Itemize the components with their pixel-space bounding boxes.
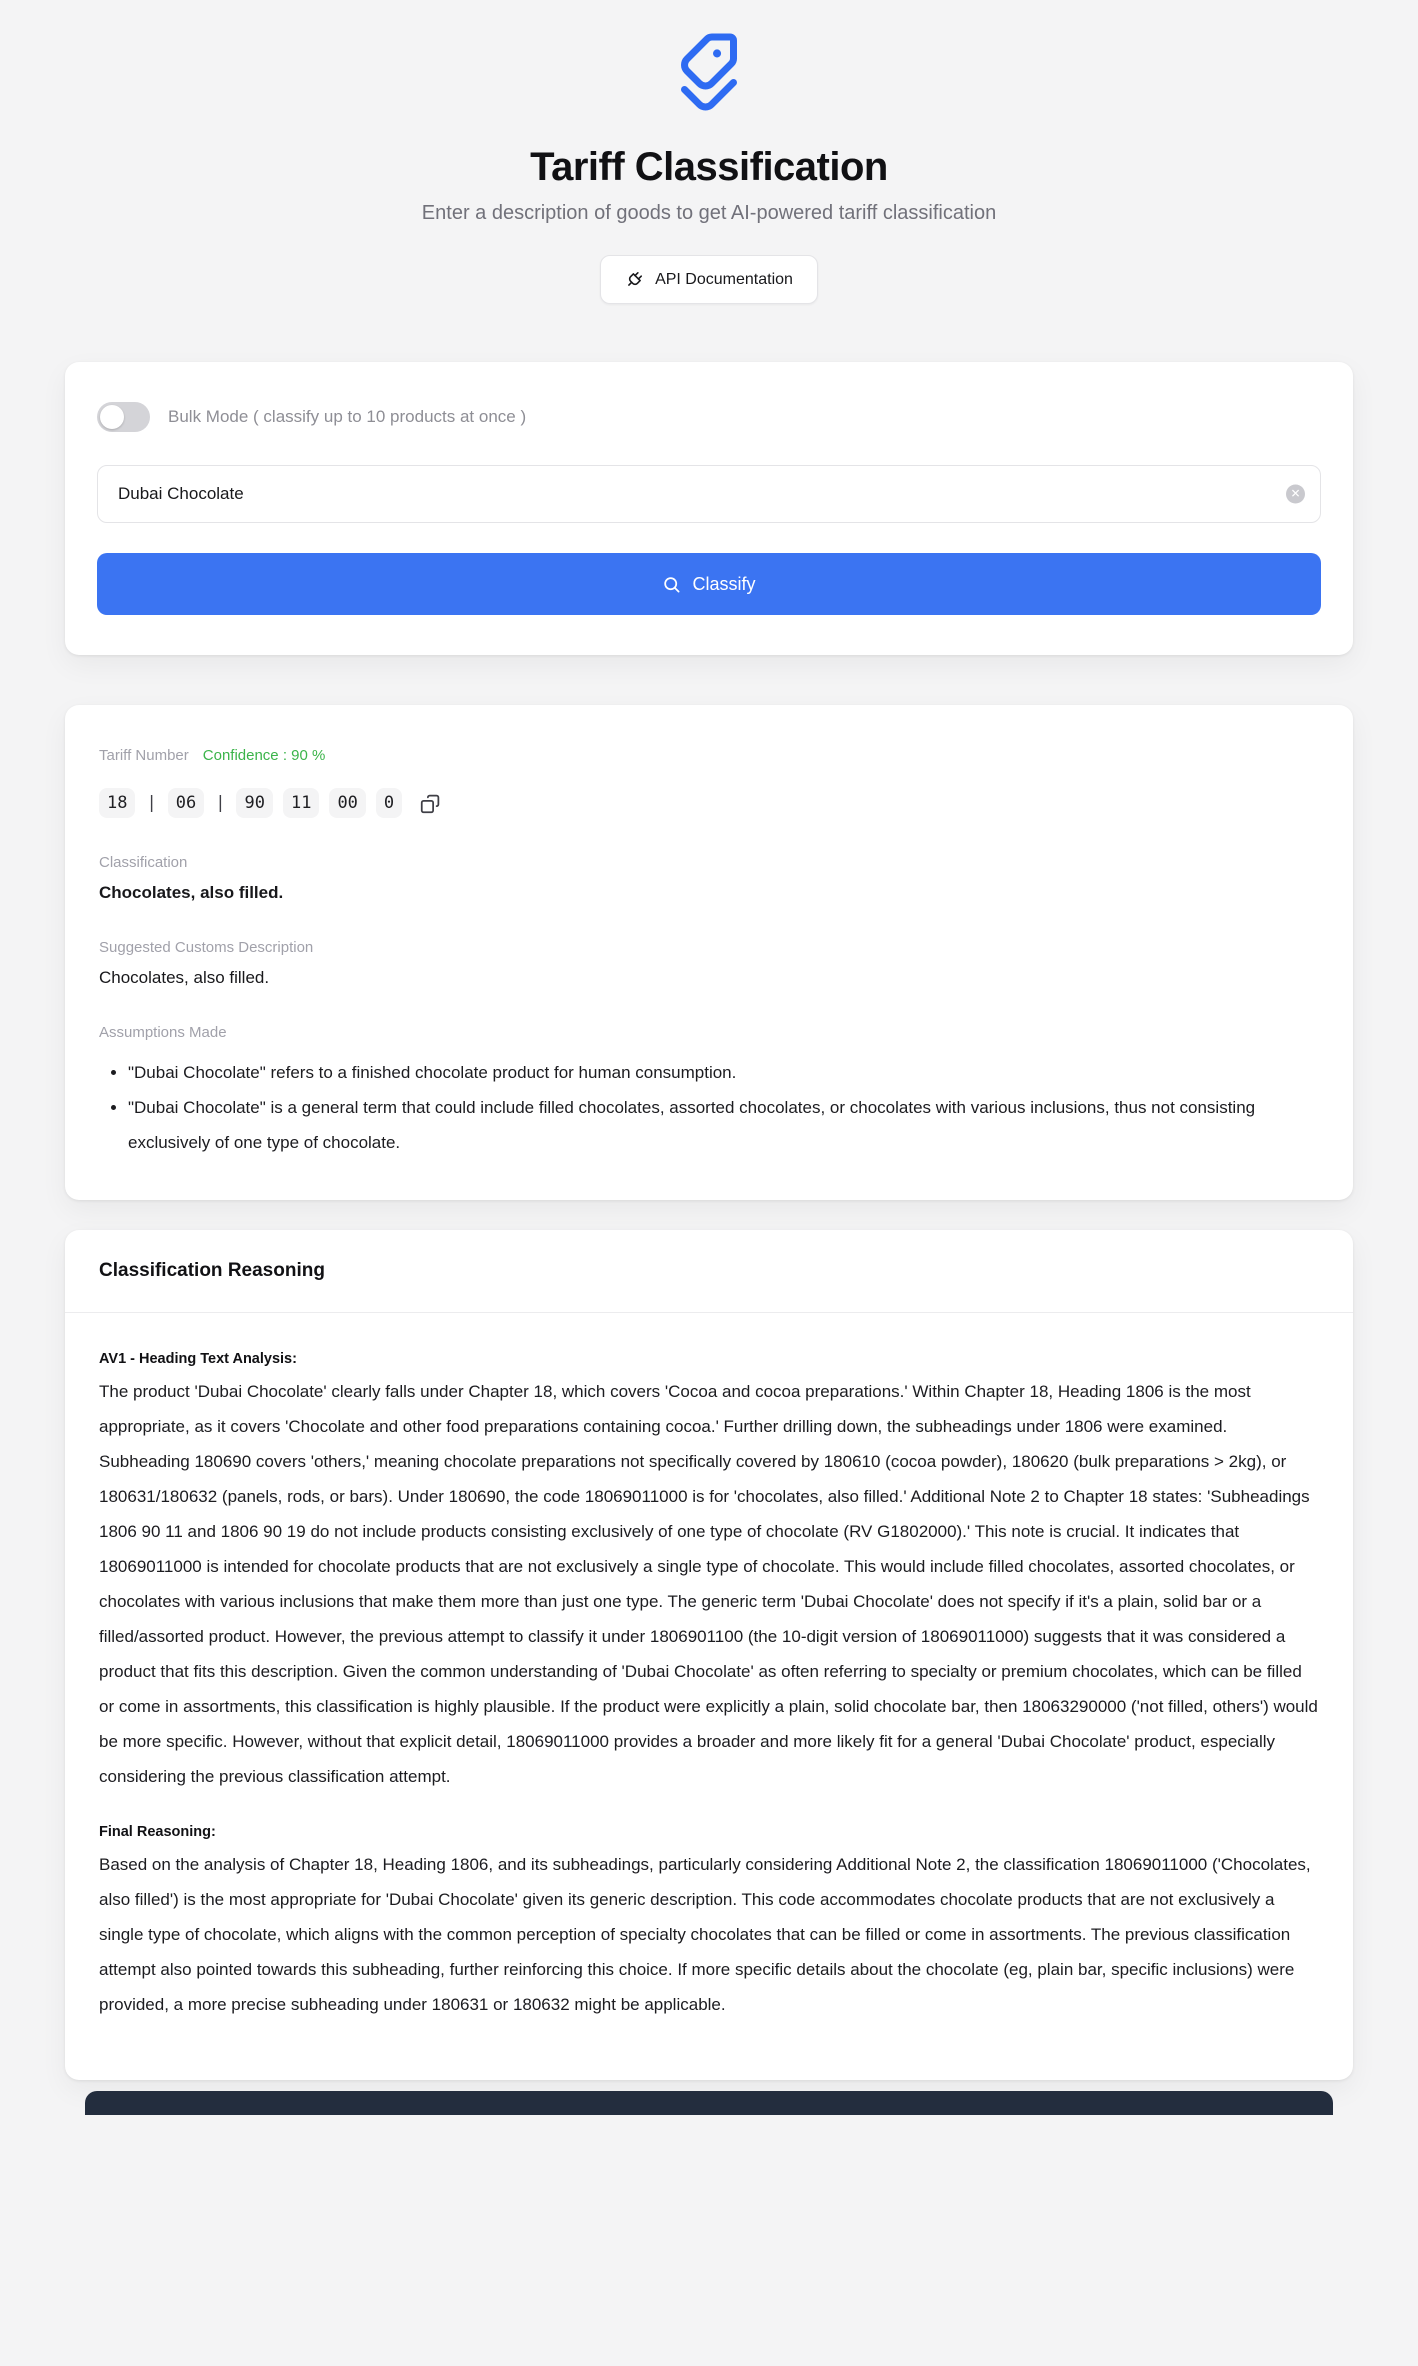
bulk-mode-toggle[interactable]: [97, 402, 150, 432]
classification-reasoning-card: [65, 1230, 1353, 2080]
clear-input-icon[interactable]: ✕: [1286, 485, 1305, 504]
reasoning-section-text: Based on the analysis of Chapter 18, Heading 1806, and its subheadings, particularly considering Additional Note 2, the classification 18069011000 ('Chocolates, also filled') is the most appropriate for 'Dubai Chocolate' given its generic description. This code accommodates chocolate products that are not exclusively a single type of chocolate, which aligns with the common perception of specialty chocolates that can be filled or come in assortments. The previous classification attempt also pointed towards this subheading, further reinforcing this choice. If more specific details about the chocolate (eg, plain bar, specific inclusions) were provided, a more precise subheading under 180631 or 180632 might be applicable.: [99, 1855, 1311, 2014]
api-documentation-label: API Documentation: [655, 270, 793, 288]
tariff-code-segment: 00: [329, 788, 365, 818]
next-section-peek: [85, 2091, 1333, 2115]
tariff-code-segment: 11: [283, 788, 319, 818]
code-separator: |: [215, 793, 226, 813]
bulk-mode-row: [97, 402, 1321, 432]
customs-description-value: Chocolates, also filled.: [99, 968, 270, 987]
copy-icon[interactable]: [420, 793, 441, 814]
page-container: [65, 0, 1353, 2080]
toggle-knob: [100, 405, 124, 429]
assumptions-list: [99, 1055, 1319, 1160]
tariff-number-label: Tariff Number: [99, 747, 189, 764]
classification-result-card: [65, 705, 1353, 1200]
reasoning-section: [99, 1351, 1319, 1794]
search-icon: [662, 575, 681, 594]
tariff-code: [99, 788, 1319, 818]
assumption-item: • "Dubai Chocolate" is a general term that could include filled chocolates, assorted chocolates, or chocolates with various inclusions, thus not consisting exclusively of one type of chocolate.: [128, 1090, 1319, 1160]
reasoning-section-text: The product 'Dubai Chocolate' clearly falls under Chapter 18, which covers 'Cocoa and cocoa preparations.' Within Chapter 18, Heading 1806 is the most appropriate, as it covers 'Chocolate and other food preparations containing cocoa.' Further drilling down, the subheadings under 1806 were examined. Subheading 180690 covers 'others,' meaning chocolate preparations not specifically covered by 180610 (cocoa powder), 180620 (bulk preparations > 2kg), or 180631/180632 (panels, rods, or bars). Under 180690, the code 18069011000 is for 'chocolates, also filled.' Additional Note 2 to Chapter 18 states: 'Subheadings 1806 90 11 and 1806 90 19 do not include products consisting exclusively of one type of chocolate (RV G1802000).' This note is crucial. It indicates that 18069011000 is intended for chocolate products that are not exclusively a single type of chocolate. This would include filled chocolates, assorted chocolates, or chocolates with various inclusions that make them more than just one type. The generic term 'Dubai Chocolate' does not specify if it's a plain, solid bar or a filled/assorted product. However, the previous attempt to classify it under 1806901100 (the 10-digit version of 18069011000) suggests that it was considered a product that fits this description. Given the common understanding of 'Dubai Chocolate' as often referring to specialty or premium chocolates, which can be filled or come in assortments, this classification is highly plausible. If the product were explicitly a plain, solid chocolate bar, then 18063290000 ('not filled, others') would be more specific. However, without that explicit detail, 18069011000 provides a broader and more likely fit for a general 'Dubai Chocolate' product, especially considering the previous classification attempt.: [99, 1382, 1318, 1786]
classify-button[interactable]: [97, 553, 1321, 615]
reasoning-section: [99, 1824, 1319, 2022]
tariff-code-segment: 18: [99, 788, 135, 818]
assumption-item: • "Dubai Chocolate" refers to a finished chocolate product for human consumption.: [128, 1055, 1319, 1090]
customs-description-label: Suggested Customs Description: [99, 939, 314, 956]
assumptions-label: Assumptions Made: [99, 1024, 227, 1041]
tariff-meta-row: [99, 747, 1319, 764]
tariff-code-segment: 90: [236, 788, 272, 818]
hero-header: [65, 0, 1353, 304]
product-input-wrap: [97, 465, 1321, 523]
tariff-code-segment: 06: [168, 788, 204, 818]
reasoning-card-body: [65, 1313, 1353, 2080]
classify-input-card: [65, 362, 1353, 655]
classify-button-label: Classify: [692, 573, 756, 594]
bulk-mode-label: Bulk Mode ( classify up to 10 products at once ): [168, 407, 527, 426]
confidence-badge: Confidence : 90 %: [202, 747, 326, 764]
tags-logo-icon: [667, 30, 751, 119]
classification-value: Chocolates, also filled.: [99, 883, 284, 902]
plug-icon: [625, 270, 644, 289]
classification-label: Classification: [99, 854, 188, 871]
code-separator: |: [146, 793, 157, 813]
reasoning-title: Classification Reasoning: [99, 1260, 325, 1281]
tariff-code-segment: 0: [376, 788, 402, 818]
page-subtitle: Enter a description of goods to get AI-powered tariff classification: [421, 202, 997, 224]
reasoning-card-header: [65, 1230, 1353, 1313]
reasoning-section-heading: Final Reasoning:: [99, 1824, 216, 1840]
page-title: Tariff Classification: [530, 145, 888, 189]
api-documentation-button[interactable]: [600, 255, 818, 304]
reasoning-section-heading: AV1 - Heading Text Analysis:: [99, 1351, 297, 1367]
product-description-input[interactable]: [97, 465, 1321, 523]
